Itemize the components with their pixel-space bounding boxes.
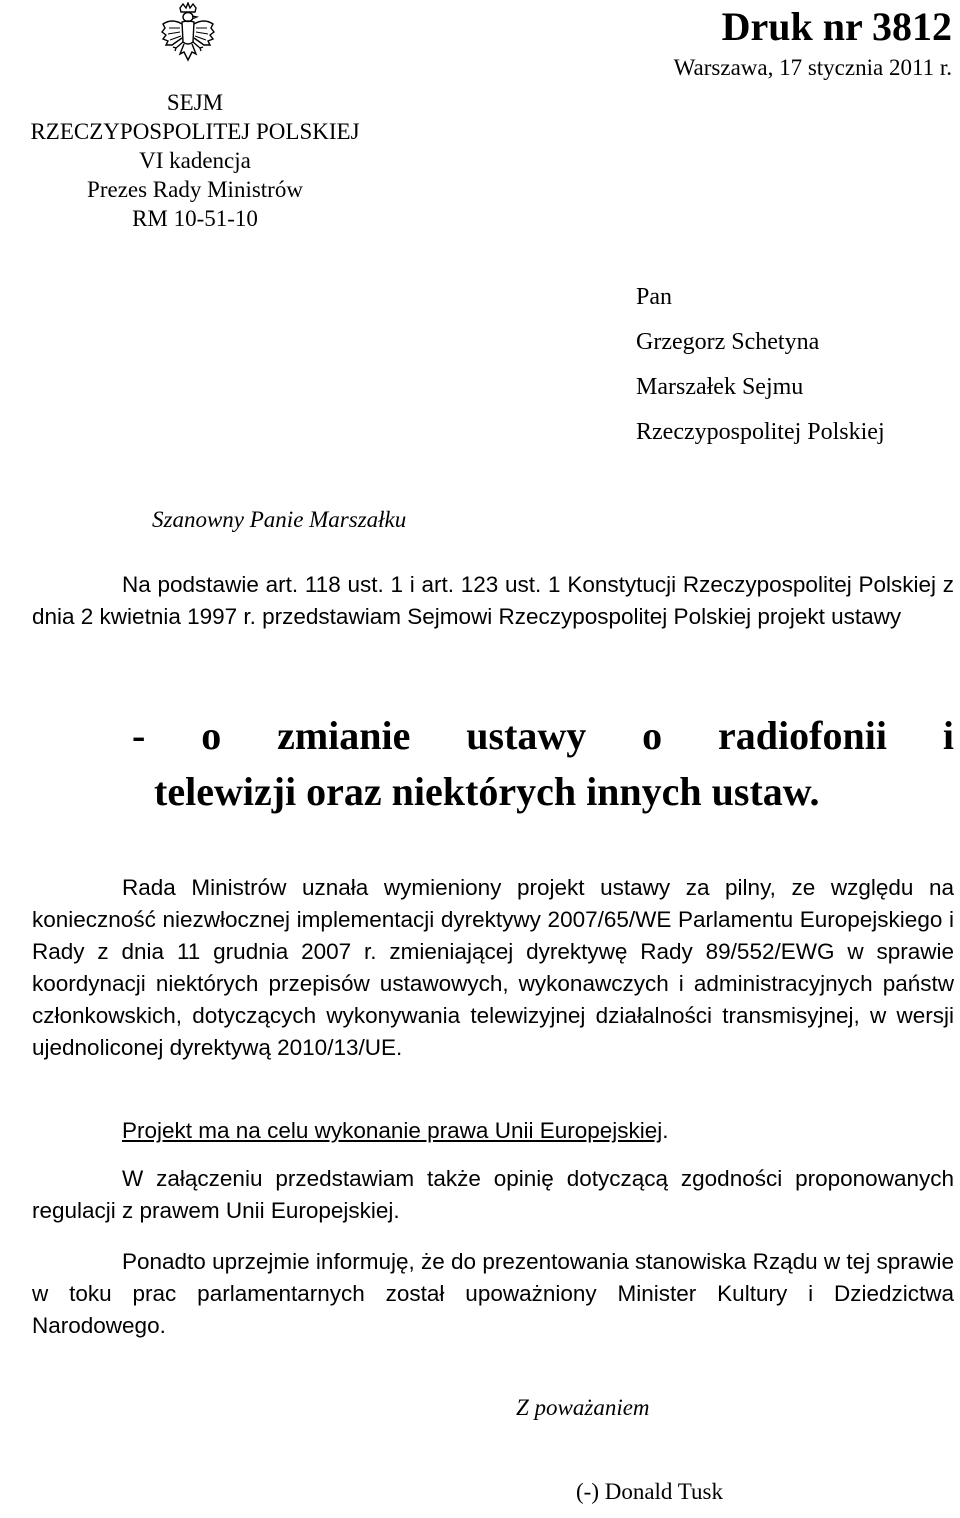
polish-eagle-icon [160,2,216,64]
bill-title-word: i [942,713,954,758]
closing-phrase: Z poważaniem [516,1395,650,1420]
addressee-line: Rzeczypospolitej Polskiej [636,419,885,445]
bill-title-line1 [132,708,954,764]
purpose-text: Projekt ma na celu wykonanie prawa Unii Europejskiej [122,1118,663,1143]
bill-title-word: - [132,713,146,758]
bill-title-word: radiofonii [718,713,887,758]
print-number: Druk nr 3812 [721,4,952,49]
purpose-paragraph [32,1115,954,1147]
signature: (-) Donald Tusk [576,1479,723,1504]
reference-number: RM 10-51-10 [132,206,258,231]
attachment-paragraph [32,1163,954,1227]
sejm-line: VI kadencja [139,148,251,173]
addressee-line: Grzegorz Schetyna [636,329,820,355]
addressee-line: Marszałek Sejmu [636,374,804,400]
sejm-line: RZECZYPOSPOLITEJ POLSKIEJ [30,119,360,144]
bill-title-word: o [642,713,663,758]
bill-title-word: ustawy [466,713,587,758]
intro-paragraph [32,569,954,633]
urgency-paragraph [32,872,954,1064]
salutation: Szanowny Panie Marszałku [152,507,407,532]
sejm-line: Prezes Rady Ministrów [87,177,303,202]
sejm-line: SEJM [166,90,224,115]
purpose-period: . [662,1118,669,1143]
addressee [636,275,885,455]
attachment-text: W załączeniu przedstawiam także opinię dotyczącą zgodności proponowanych regulacji z prawem Unii Europejskiej. [32,1166,954,1223]
sejm-header [0,88,390,233]
urgency-text: Rada Ministrów uznała wymieniony projekt ustawy za pilny, ze względu na konieczność niezwłocznej implementacji dyrektywy 2007/65/WE Parlamentu Europejskiego i Rady z dnia 11 grudnia 2007 r. zmieniającej dyrektywę Rady 89/552/EWG w sprawie koordynacji niektórych przepisów ustawowych, wykonawczych i administracyjnych państw członkowskich, dotyczących wykonywania telewizyjnej działalności transmisyjnej, w wersji ujednoliconej dyrektywą 2010/13/UE. [32,875,954,1060]
document-date: Warszawa, 17 stycznia 2011 r. [673,55,952,80]
bill-title-word: o [201,713,222,758]
bill-title-line2: telewizji oraz niektórych innych ustaw. [154,769,820,814]
addressee-line: Pan [636,284,672,310]
intro-text: Na podstawie art. 118 ust. 1 i art. 123 ust. 1 Konstytucji Rzeczypospolitej Polskiej z dnia 2 kwietnia 1997 r. przedstawiam Sejmowi Rzeczypospolitej Polskiej projekt ustawy [32,572,954,629]
bill-title-word: zmianie [277,713,411,758]
bill-title [132,708,954,820]
representation-text: Ponadto uprzejmie informuję, że do prezentowania stanowiska Rządu w tej sprawie w toku prac parlamentarnych został upoważniony Minister Kultury i Dziedzictwa Narodowego. [32,1249,954,1338]
representation-paragraph [32,1246,954,1342]
